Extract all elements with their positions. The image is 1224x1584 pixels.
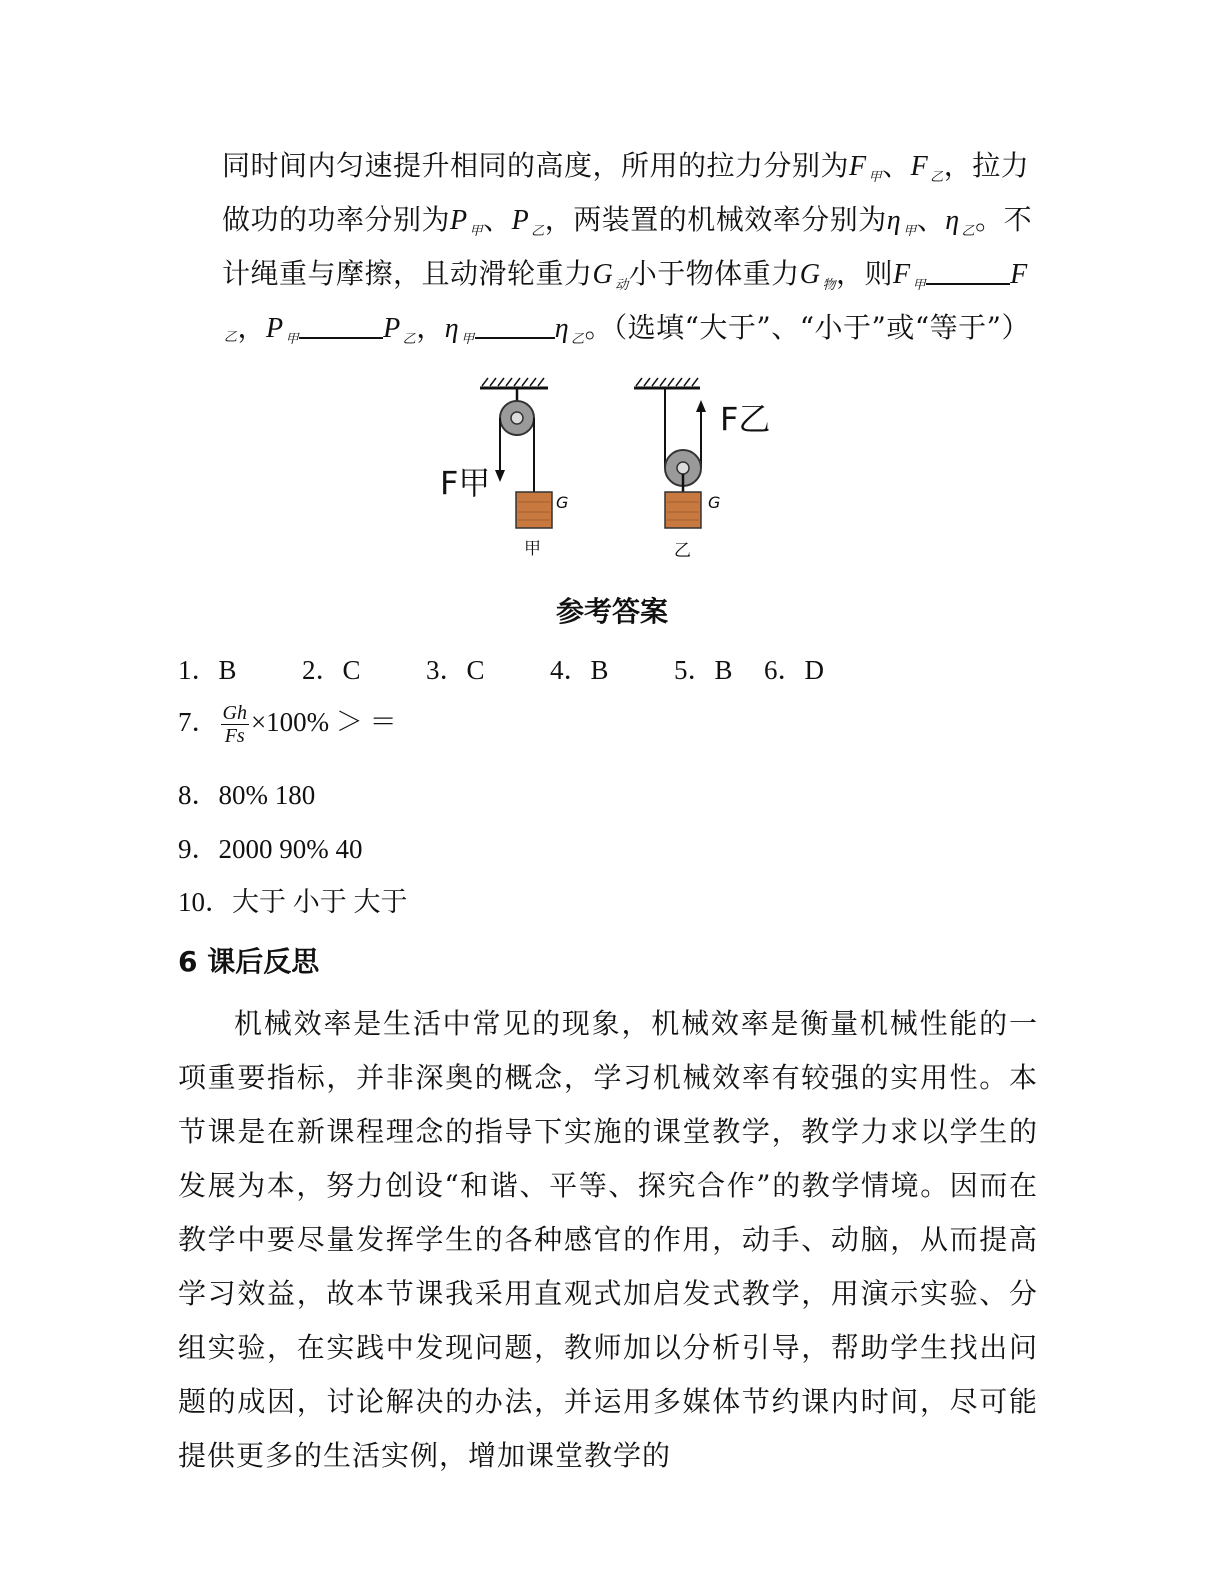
answer-6: 6．D <box>764 655 824 685</box>
efficiency-fraction: $\frac{Gh}{Fs}$ <box>222 702 247 748</box>
subscript-yi: 乙 <box>961 224 976 239</box>
var-P: P <box>450 205 468 236</box>
weight-label-yi: G <box>708 493 721 512</box>
ceiling-jia <box>480 378 548 388</box>
question-line-4: 乙，P $_甲$ P $_乙$，η $_甲$ η $_乙$。（选填“大于”、“小于”或“等于”） <box>224 311 1030 347</box>
answer-10: 10．大于 小于 大于 <box>178 887 408 917</box>
subscript-jia: 甲 <box>912 278 927 293</box>
var-G: G <box>592 259 614 290</box>
subscript-yi: 乙 <box>571 332 585 347</box>
question-line-3: 计绳重与摩擦，且动滑轮重力G $_动$小于物体重力G $_物$，则F $_甲$ F <box>222 257 1028 293</box>
var-eta: η <box>945 205 960 236</box>
var-F: F <box>893 259 911 290</box>
answer-2: 2．C <box>302 655 361 685</box>
figure-label-jia: 甲 <box>524 539 541 559</box>
subscript-jia: 甲 <box>868 170 883 185</box>
var-F: F <box>1010 259 1028 290</box>
weight-block-yi <box>665 492 701 528</box>
force-label-yi: F乙 <box>720 400 771 438</box>
var-eta: η <box>444 313 460 344</box>
var-eta: η <box>554 313 570 344</box>
question-line-1: 同时间内匀速提升相同的高度，所用的拉力分别为F $_甲$、F $_乙$，拉力 <box>222 149 1030 185</box>
answer-3: 3．C <box>426 655 485 685</box>
answer-choices <box>178 648 824 687</box>
reflection-paragraph: 机械效率是生活中常见的现象，机械效率是衡量机械性能的一项重要指标，并非深奥的概念，学习机械效率有较强的实用性。本节课是在新课程理念的指导下实施的课堂教学，教学力求以学生的发展为本，努力创设“和谐、平等、探究合作”的教学情境。因而在教学中要尽量发挥学生的各种感官的作用，动手、动脑，从而提高学习效益，故本节课我采用直观式加启发式教学，用演示实验、分组实验，在实践中发现问题，教师加以分析引导，帮助学生找出问题的成因，讨论解决的办法，并运用多媒体节约课内时间，尽可能提供更多的生活实例，增加课堂教学的 <box>178 1007 1038 1472</box>
subscript-jia: 甲 <box>461 332 475 347</box>
arrow-down-icon <box>495 470 505 482</box>
subscript-dong: 动 <box>615 278 629 293</box>
subscript-yi: 乙 <box>224 330 238 345</box>
question-line-2: 做功的功率分别为P $_甲$、P $_乙$，两装置的机械效率分别为η $_甲$、η $_乙$。不 <box>222 203 1033 239</box>
var-F: F <box>849 151 867 182</box>
answer-7: 7． $\frac{Gh}{Fs}$ ×100% ＞ ＝ <box>178 702 397 748</box>
subscript-jia: 甲 <box>903 224 917 239</box>
ceiling-yi <box>634 378 700 388</box>
pulley-figure <box>420 370 800 570</box>
answer-1: 1．B <box>178 655 237 685</box>
subscript-yi: 乙 <box>531 224 545 239</box>
var-P: P <box>266 313 284 344</box>
subscript-jia: 甲 <box>469 224 484 239</box>
answer-blank-3[interactable] <box>475 313 555 339</box>
subscript-yi: 乙 <box>402 332 417 347</box>
figure-label-yi: 乙 <box>674 541 691 561</box>
weight-label-jia: G <box>556 493 569 512</box>
subscript-wu: 物 <box>822 278 837 293</box>
answer-blank-2[interactable] <box>299 313 383 339</box>
arrow-up-icon <box>696 400 706 412</box>
answer-5: 5．B <box>674 655 733 685</box>
force-label-jia: F甲 <box>440 464 491 502</box>
answer-8: 8．80% 180 <box>178 780 316 810</box>
var-P: P <box>511 205 530 236</box>
subscript-yi: 乙 <box>930 170 944 185</box>
weight-block-jia <box>516 492 552 528</box>
var-eta: η <box>886 205 902 236</box>
var-F: F <box>910 151 929 182</box>
subscript-jia: 甲 <box>285 332 300 347</box>
answer-9: 9．2000 90% 40 <box>178 834 363 864</box>
var-P: P <box>383 313 401 344</box>
answer-4: 4．B <box>550 655 609 685</box>
answers-title: 参考答案 <box>555 595 668 628</box>
var-G: G <box>799 259 821 290</box>
answer-blank-1[interactable] <box>926 259 1010 285</box>
section-heading: 6 课后反思 <box>178 945 320 978</box>
